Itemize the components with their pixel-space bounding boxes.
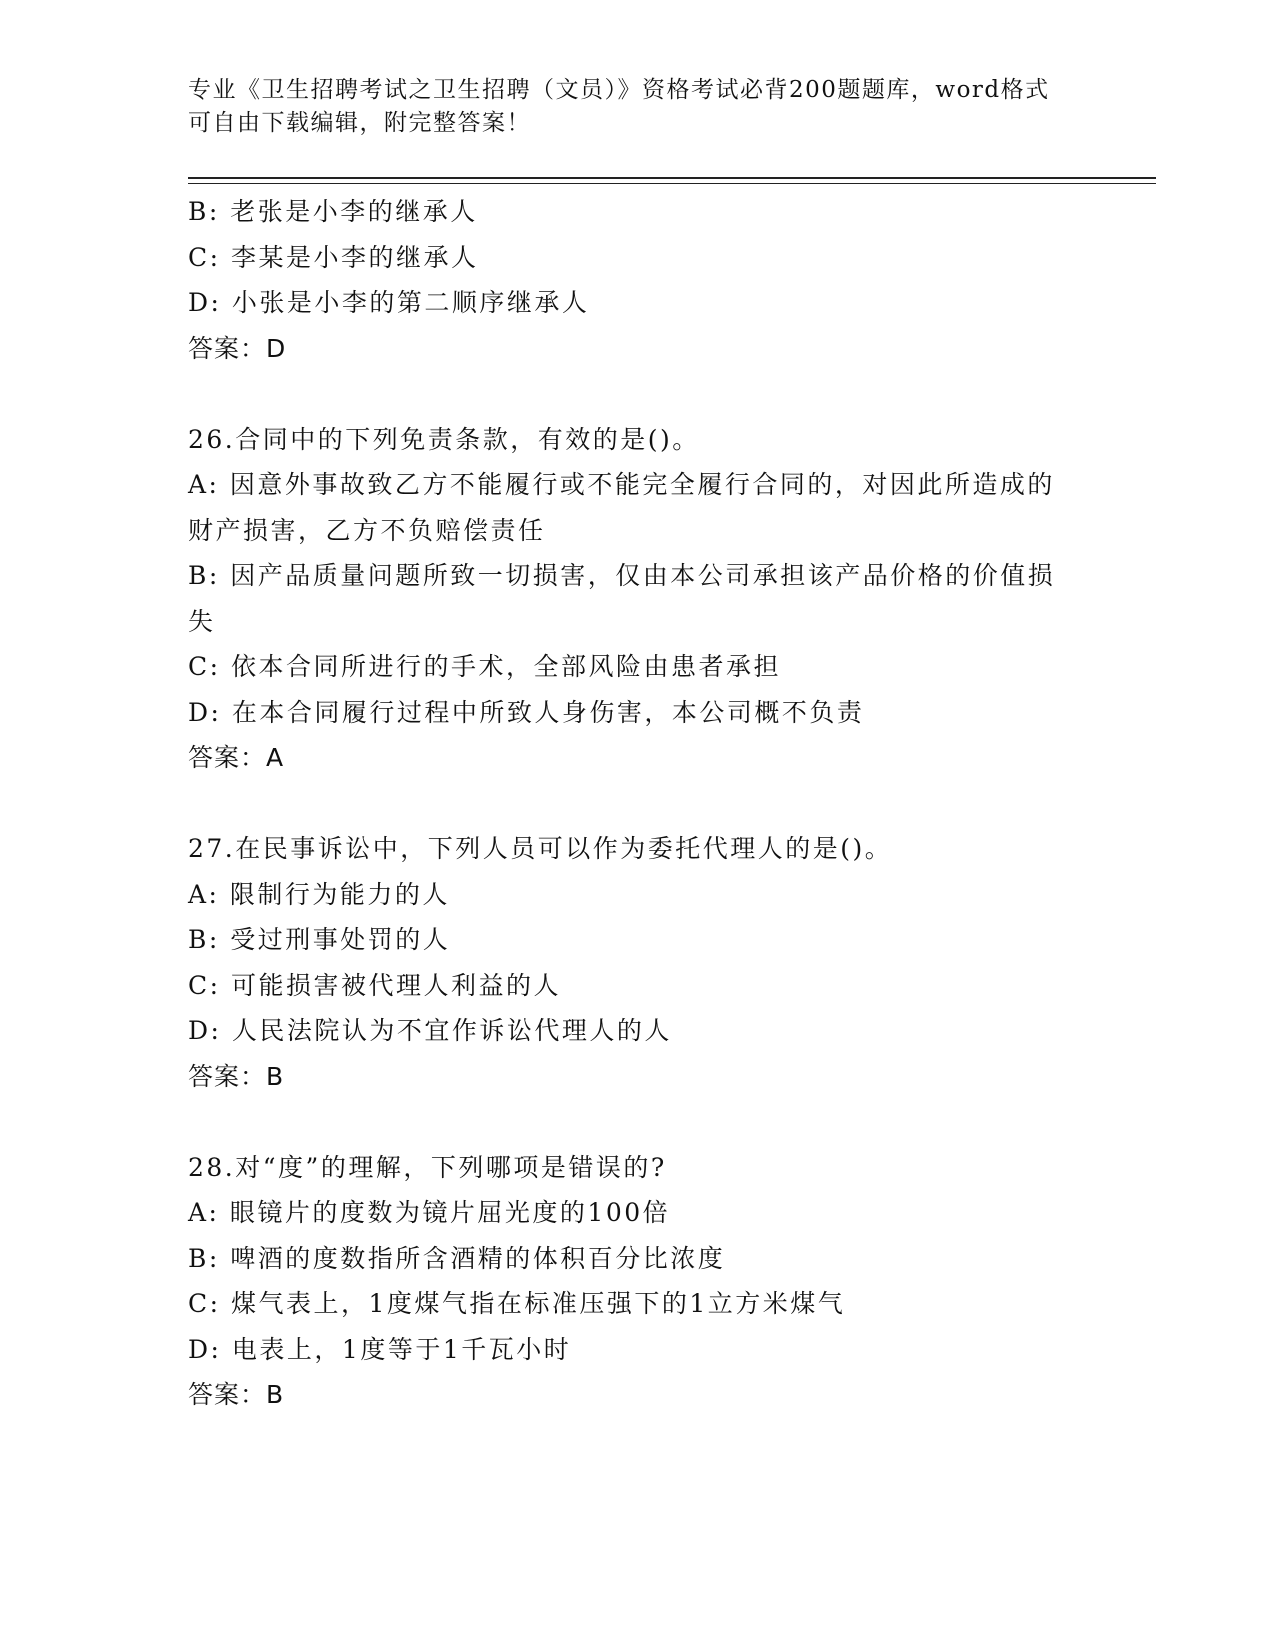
option-c: C: 李某是小李的继承人	[188, 242, 479, 272]
spacer	[188, 371, 1088, 417]
option-b: B: 受过刑事处罚的人	[188, 925, 451, 954]
option-c: C: 可能损害被代理人利益的人	[188, 970, 561, 1000]
header-divider-thin	[188, 183, 1156, 184]
answer-line: 答案：A	[188, 743, 285, 772]
answer-line: 答案：B	[188, 1380, 285, 1409]
header-line-1: 专业《卫生招聘考试之卫生招聘（文员）》资格考试必背200题题库，word格式	[188, 77, 1050, 103]
spacer	[188, 1099, 1088, 1145]
option-a: A: 限制行为能力的人	[188, 879, 450, 909]
prev-question-block	[188, 189, 1088, 371]
answer-line: 答案：D	[188, 333, 287, 363]
question-stem: 28.对“度”的理解，下列哪项是错误的?	[188, 1152, 667, 1182]
question-27-block	[188, 826, 1088, 1099]
option-d: D: 人民法院认为不宜作诉讼代理人的人	[188, 1016, 672, 1045]
option-a: A: 因意外事故致乙方不能履行或不能完全履行合同的，对因此所造成的财产损害，乙方不负赔偿责任	[188, 470, 1055, 545]
option-a: A: 眼镜片的度数为镜片屈光度的100倍	[188, 1198, 671, 1227]
header-divider-thick	[188, 177, 1156, 179]
question-26-block	[188, 417, 1088, 781]
spacer	[188, 781, 1088, 827]
header-line-2: 可自由下载编辑，附完整答案！	[188, 110, 531, 136]
document-header	[188, 74, 1088, 140]
option-c: C: 煤气表上，1度煤气指在标准压强下的1立方米煤气	[188, 1289, 846, 1318]
option-b: B: 老张是小李的继承人	[188, 197, 478, 226]
option-d: D: 小张是小李的第二顺序继承人	[188, 288, 590, 317]
question-stem: 26.合同中的下列免责条款，有效的是()。	[188, 424, 700, 454]
answer-line: 答案：B	[188, 1061, 285, 1091]
question-list	[188, 189, 1088, 1418]
option-d: D: 在本合同履行过程中所致人身伤害，本公司概不负责	[188, 697, 865, 727]
option-c: C: 依本合同所进行的手术，全部风险由患者承担	[188, 652, 781, 681]
option-b: B: 因产品质量问题所致一切损害，仅由本公司承担该产品价格的价值损失	[188, 561, 1056, 636]
option-b: B: 啤酒的度数指所含酒精的体积百分比浓度	[188, 1243, 726, 1273]
option-d: D: 电表上，1度等于1千瓦小时	[188, 1334, 572, 1364]
question-28-block	[188, 1145, 1088, 1418]
question-stem: 27.在民事诉讼中，下列人员可以作为委托代理人的是()。	[188, 834, 893, 863]
